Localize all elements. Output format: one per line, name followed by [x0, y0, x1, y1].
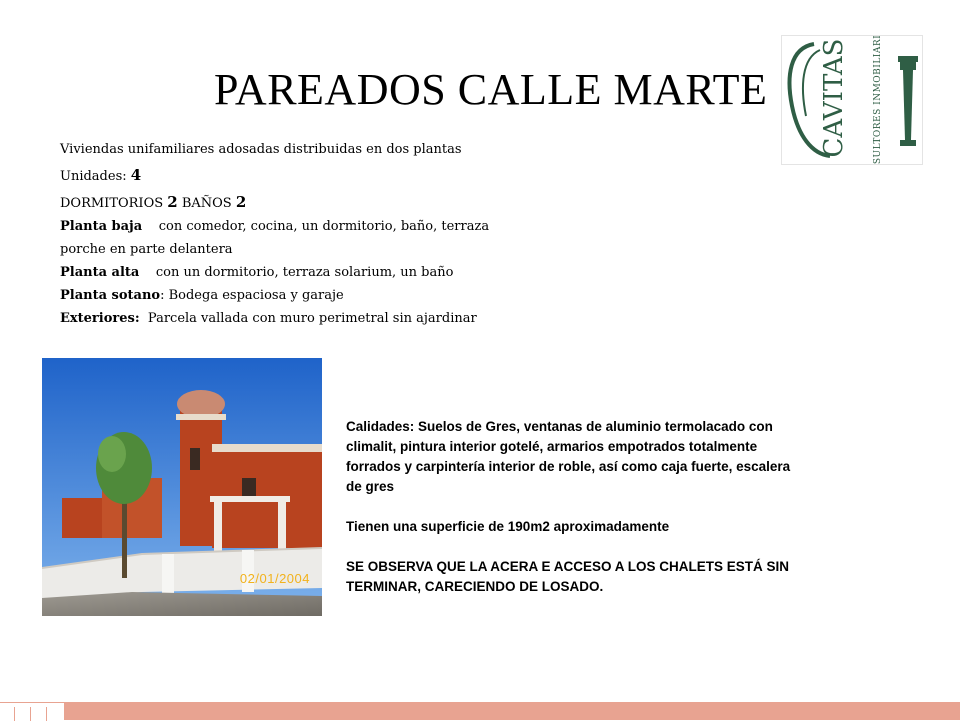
qualities-section [346, 417, 806, 617]
ground-floor-label: Planta baja [60, 219, 143, 234]
ground-floor-line-2 [60, 238, 620, 261]
upper-floor-line [60, 261, 620, 284]
logo-sub-text: CONSULTORES INMOBILIARIOS [873, 36, 883, 164]
property-details [60, 138, 620, 330]
exterior-text: Parcela vallada con muro perimetral sin ajardinar [147, 311, 477, 326]
ground-floor-line [60, 215, 620, 238]
units-line [60, 164, 620, 188]
exterior-line [60, 307, 620, 330]
exterior-label: Exteriores: [60, 311, 140, 326]
units-label: Unidades: [60, 169, 131, 184]
logo-graphic [782, 36, 922, 164]
bedrooms-value: 2 [167, 193, 178, 211]
basement-text: : Bodega espaciosa y garaje [160, 288, 344, 303]
ground-floor-text-2: porche en parte delantera [60, 242, 233, 257]
rooms-line [60, 191, 620, 215]
page-title: PAREADOS CALLE MARTE [214, 65, 768, 114]
bathrooms-value: 2 [235, 193, 247, 211]
upper-floor-text: con un dormitorio, terraza solarium, un baño [155, 265, 454, 280]
description-line [60, 138, 620, 161]
upper-floor-label: Planta alta [60, 265, 140, 280]
footer-divider [14, 707, 15, 721]
logo-main-text: CAVITAS [819, 38, 849, 158]
basement-label: Planta sotano [60, 288, 161, 303]
footer-divider [46, 707, 47, 721]
units-value: 4 [130, 166, 142, 184]
qualities-paragraph: Calidades: Suelos de Gres, ventanas de aluminio termolacado con climalit, pintura interior gotelé, armarios empotrados totalmente forrados y carpintería interior de roble, así como caja fuerte, escalera de gres [346, 419, 791, 494]
description: Viviendas unifamiliares adosadas distribuidas en dos plantas [60, 142, 462, 157]
observation-paragraph: SE OBSERVA QUE LA ACERA E ACCESO A LOS CHALETS ESTÁ SIN TERMINAR, CARECIENDO DE LOSADO. [346, 559, 790, 594]
footer-bar [0, 702, 960, 720]
basement-line [60, 284, 620, 307]
surface-paragraph: Tienen una superficie de 190m2 aproximadamente [346, 519, 670, 534]
footer-boxes [0, 702, 64, 721]
company-logo [782, 36, 922, 164]
bathrooms-label: BAÑOS [177, 196, 236, 211]
property-photo [42, 358, 322, 616]
ground-floor-text: con comedor, cocina, un dormitorio, baño, terraza [158, 219, 490, 234]
photo-date-stamp: 02/01/2004 [239, 571, 310, 586]
footer-divider [30, 707, 31, 721]
bedrooms-label: DORMITORIOS [60, 196, 168, 211]
